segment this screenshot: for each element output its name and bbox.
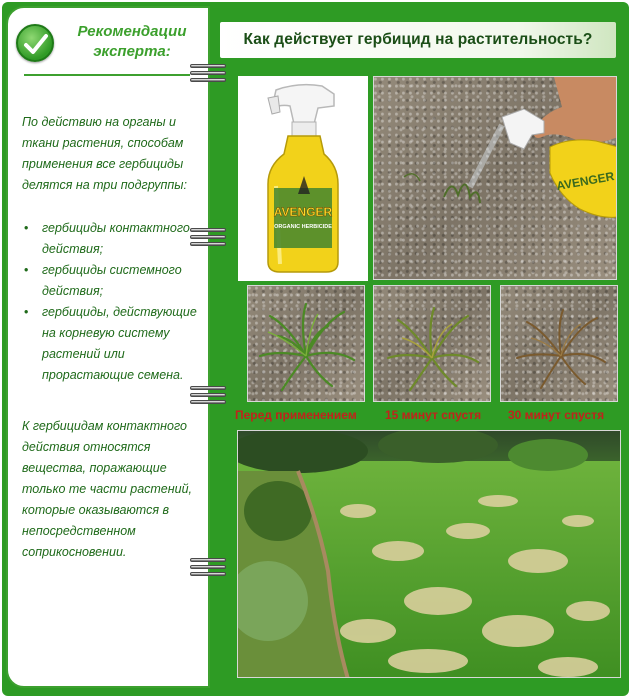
product-photo — [238, 76, 368, 281]
sidebar-divider — [24, 74, 190, 76]
page-title: Как действует гербицид на растительность? — [243, 31, 593, 48]
caption-30min: 30 минут спустя — [508, 408, 605, 422]
list-item: • гербициды контактного действия; — [22, 218, 198, 260]
caption-before: Перед применением — [235, 408, 357, 422]
herbicide-types-list — [22, 218, 198, 386]
sidebar-header — [8, 8, 208, 70]
weed-30min-photo — [500, 285, 618, 402]
check-icon — [16, 24, 54, 62]
sidebar-intro: По действию на органы и ткани растения, способам применения все гербициды делятся на три подгруппы: — [22, 115, 187, 192]
sidebar-title: Рекомендации эксперта: — [77, 23, 187, 60]
sidebar-outro: К гербицидам контактного действия относятся вещества, поражающие только те части растений, которые оказываются в непосредственном соприкосновении. — [22, 419, 193, 559]
product-sublabel: ORGANIC HERBICIDE — [274, 224, 332, 230]
weed-before-photo — [247, 285, 365, 402]
product-label: AVENGER — [273, 205, 333, 219]
main-content — [210, 6, 625, 688]
spraying-photo — [373, 76, 617, 280]
spray-bottle-icon — [238, 76, 368, 281]
caption-15min: 15 минут спустя — [385, 408, 482, 422]
svg-text:AVENGER: AVENGER — [555, 169, 616, 194]
sidebar-body — [22, 112, 198, 585]
lawn-photo — [237, 430, 621, 678]
title-bar — [220, 22, 616, 58]
list-item: • гербициды, действующие на корневую систему растений или прорастающие семена. — [22, 302, 198, 386]
weed-15min-photo — [373, 285, 491, 402]
list-item: • гербициды системного действия; — [22, 260, 198, 302]
stage-captions — [235, 408, 625, 426]
expert-sidebar — [6, 6, 210, 688]
